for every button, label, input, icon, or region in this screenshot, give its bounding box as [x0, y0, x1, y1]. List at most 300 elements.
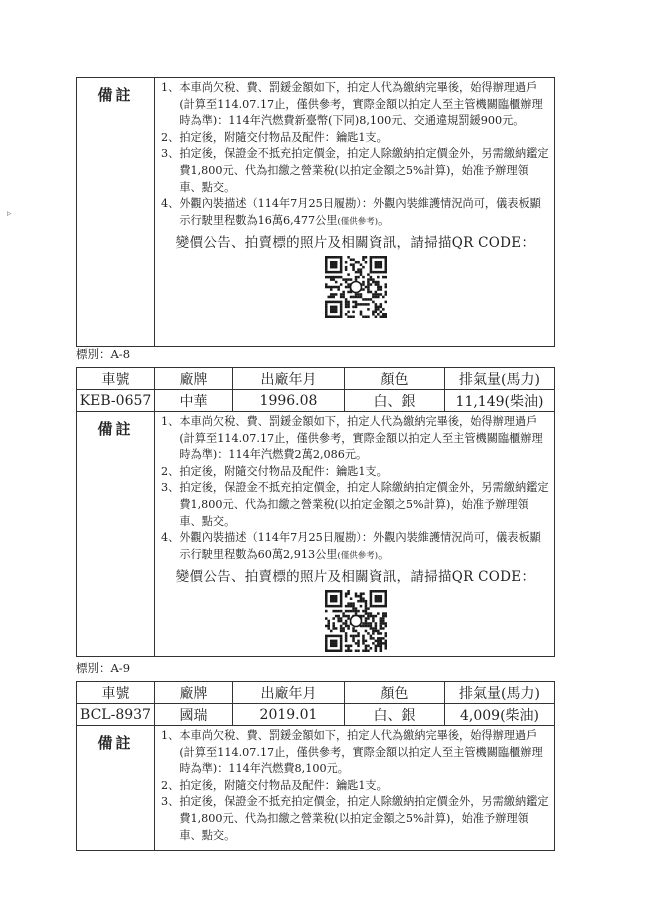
remark-notes	[155, 412, 555, 657]
qr-module	[374, 310, 377, 313]
qr-module	[325, 635, 328, 638]
qr-module	[339, 303, 342, 306]
qr-module	[384, 612, 386, 615]
qr-module	[337, 276, 340, 279]
qr-module	[367, 291, 370, 294]
qr-module	[357, 644, 360, 647]
qr-module	[379, 637, 382, 640]
qr-module	[325, 301, 328, 304]
qr-module	[369, 276, 372, 279]
qr-module	[352, 627, 355, 630]
qr-module	[364, 640, 367, 643]
qr-module	[362, 276, 365, 279]
qr-module	[362, 597, 365, 600]
qr-module	[384, 286, 386, 289]
qr-module	[339, 296, 342, 299]
qr-module	[359, 605, 362, 608]
qr-module	[379, 266, 382, 269]
qr-module	[332, 640, 335, 643]
qr-module	[379, 271, 382, 274]
qr-module	[369, 622, 372, 625]
qr-module	[369, 298, 372, 301]
qr-module	[377, 590, 380, 593]
qr-module	[372, 630, 375, 633]
qr-module	[344, 268, 347, 271]
qr-module	[332, 627, 335, 630]
qr-module	[357, 649, 360, 651]
qr-module	[352, 602, 355, 605]
qr-module	[372, 632, 375, 635]
qr-module	[382, 605, 385, 608]
qr-module	[354, 635, 357, 638]
qr-module	[357, 632, 360, 635]
qr-module	[354, 303, 357, 306]
qr-module	[362, 298, 365, 301]
qr-module	[347, 301, 350, 304]
qr-module	[372, 271, 375, 274]
qr-module	[374, 600, 377, 603]
note-item: 3、 拍定後，保證金不抵充拍定價金，拍定人除繳納拍定價金外，另需繳納鑑定費1,800元、代為扣繳之營業稅(以拍定金額之5%計算)，始准予辦理領車、點交。	[161, 795, 549, 842]
qr-module	[325, 644, 328, 647]
qr-module	[332, 617, 335, 620]
header-brand: 廠牌	[155, 368, 233, 390]
qr-module	[329, 306, 332, 309]
qr-module	[364, 602, 367, 605]
qr-module	[339, 637, 342, 640]
qr-module	[339, 258, 342, 261]
qr-module	[367, 281, 370, 284]
displacement-value: 11,149(柴油)	[445, 390, 555, 412]
qr-module	[384, 283, 386, 286]
qr-module	[325, 256, 328, 259]
qr-module	[349, 635, 352, 638]
qr-module	[334, 256, 337, 259]
qr-module	[347, 283, 350, 286]
qr-module	[369, 271, 372, 274]
qr-module	[349, 597, 352, 600]
header-color: 顏色	[345, 368, 445, 390]
qr-module	[334, 627, 337, 630]
qr-module	[367, 273, 370, 276]
qr-module	[347, 303, 350, 306]
header-year: 出廠年月	[233, 682, 345, 704]
qr-module	[337, 301, 340, 304]
qr-module	[379, 620, 382, 623]
qr-module	[369, 256, 372, 259]
qr-module	[337, 590, 340, 593]
qr-module	[332, 266, 335, 269]
qr-module	[329, 256, 332, 259]
qr-module	[334, 610, 337, 613]
qr-module	[382, 276, 385, 279]
qr-module	[372, 627, 375, 630]
qr-module	[357, 296, 360, 299]
qr-module	[382, 590, 385, 593]
qr-module	[384, 256, 386, 259]
qr-module	[379, 622, 382, 625]
qr-module	[339, 592, 342, 595]
qr-module	[332, 595, 335, 598]
qr-module	[377, 286, 380, 289]
qr-module	[359, 310, 362, 313]
qr-module	[339, 605, 342, 608]
qr-module	[354, 271, 357, 274]
qr-module	[362, 288, 365, 291]
qr-module	[339, 263, 342, 266]
qr-module	[329, 642, 332, 645]
qr-module	[344, 605, 347, 608]
qr-module	[347, 256, 350, 259]
qr-module	[369, 637, 372, 640]
qr-module	[374, 283, 377, 286]
qr-module	[354, 301, 357, 304]
qr-module	[329, 640, 332, 643]
header-year: 出廠年月	[233, 368, 345, 390]
qr-module	[329, 605, 332, 608]
qr-module	[339, 620, 342, 623]
qr-module	[332, 315, 335, 317]
qr-module	[377, 642, 380, 645]
qr-module	[325, 610, 328, 613]
qr-module	[344, 620, 347, 623]
qr-module	[329, 288, 332, 291]
qr-module	[357, 271, 360, 274]
qr-module	[374, 625, 377, 628]
qr-module	[377, 283, 380, 286]
qr-module	[359, 263, 362, 266]
qr-module	[377, 271, 380, 274]
qr-module	[374, 590, 377, 593]
qr-module	[367, 625, 370, 628]
qr-module	[379, 288, 382, 291]
qr-module	[339, 271, 342, 274]
qr-module	[339, 635, 342, 638]
qr-module	[364, 600, 367, 603]
qr-module	[384, 635, 386, 638]
qr-module	[382, 296, 385, 299]
brand-value: 中華	[155, 390, 233, 412]
qr-module	[325, 306, 328, 309]
qr-module	[384, 276, 386, 279]
qr-module	[339, 268, 342, 271]
qr-module	[367, 632, 370, 635]
qr-module	[334, 595, 337, 598]
qr-module	[349, 258, 352, 261]
qr-module	[325, 590, 328, 593]
qr-module	[334, 635, 337, 638]
qr-module	[334, 308, 337, 311]
qr-module	[377, 612, 380, 615]
qr-module	[334, 301, 337, 304]
qr-module	[384, 592, 386, 595]
qr-module	[359, 268, 362, 271]
qr-center-emblem	[350, 615, 361, 626]
qr-module	[357, 268, 360, 271]
qr-module	[344, 266, 347, 269]
qr-module	[329, 308, 332, 311]
qr-module	[349, 644, 352, 647]
remark-label: 備註	[77, 412, 155, 657]
qr-module	[344, 313, 347, 316]
qr-module	[382, 612, 385, 615]
qr-module	[329, 635, 332, 638]
qr-module	[339, 306, 342, 309]
qr-module	[377, 306, 380, 309]
qr-module	[347, 615, 350, 618]
qr-module	[384, 315, 386, 317]
qr-module	[379, 306, 382, 309]
qr-module	[374, 649, 377, 651]
qr-module	[374, 256, 377, 259]
qr-module	[325, 592, 328, 595]
qr-module	[374, 266, 377, 269]
qr-module	[384, 622, 386, 625]
color-value: 白、銀	[345, 704, 445, 726]
qr-module	[369, 283, 372, 286]
qr-module	[329, 630, 332, 633]
note-item: 4、 外觀內裝描述（114年7月25日履勘）：外觀內裝維護情況尚可，儀表板顯示行駛里程數為60萬2,913公里(僅供參考)。	[161, 531, 541, 561]
qr-module	[325, 640, 328, 643]
qr-module	[359, 303, 362, 306]
qr-module	[359, 271, 362, 274]
qr-module	[344, 610, 347, 613]
qr-module	[354, 630, 357, 633]
qr-module	[372, 590, 375, 593]
qr-module	[325, 308, 328, 311]
qr-module	[377, 263, 380, 266]
qr-module	[339, 590, 342, 593]
qr-module	[384, 293, 386, 296]
qr-module	[382, 313, 385, 316]
qr-module	[327, 286, 330, 289]
qr-module	[384, 291, 386, 294]
qr-module	[347, 649, 350, 651]
qr-module	[332, 286, 335, 289]
scan-margin-mark: ▹	[7, 209, 12, 219]
qr-module	[339, 640, 342, 643]
qr-module	[372, 281, 375, 284]
qr-module	[334, 310, 337, 313]
qr-module	[382, 315, 385, 317]
qr-module	[369, 602, 372, 605]
qr-module	[344, 637, 347, 640]
remark-notes	[155, 78, 555, 347]
qr-module	[334, 615, 337, 618]
qr-module	[342, 291, 345, 294]
qr-module	[384, 261, 386, 264]
qr-module	[359, 597, 362, 600]
qr-module	[372, 296, 375, 299]
qr-module	[332, 301, 335, 304]
displacement-value: 4,009(柴油)	[445, 704, 555, 726]
qr-module	[349, 278, 352, 281]
qr-instruction: 變價公告、拍賣標的照片及相關資訊，請掃描QR CODE：	[175, 235, 536, 252]
qr-module	[325, 268, 328, 271]
qr-module	[332, 649, 335, 651]
qr-module	[337, 620, 340, 623]
qr-code-icon[interactable]	[325, 590, 387, 652]
qr-module	[325, 276, 328, 279]
qr-module	[339, 315, 342, 317]
qr-module	[359, 273, 362, 276]
qr-module	[377, 256, 380, 259]
qr-instruction: 變價公告、拍賣標的照片及相關資訊，請掃描QR CODE：	[175, 569, 536, 586]
qr-module	[329, 595, 332, 598]
qr-module	[334, 306, 337, 309]
qr-module	[362, 649, 365, 651]
qr-module	[332, 256, 335, 259]
qr-module	[329, 261, 332, 264]
qr-module	[354, 607, 357, 610]
qr-module	[367, 308, 370, 311]
qr-module	[337, 617, 340, 620]
qr-module	[359, 600, 362, 603]
qr-module	[384, 644, 386, 647]
qr-module	[339, 642, 342, 645]
qr-module	[362, 622, 365, 625]
qr-module	[367, 615, 370, 618]
qr-module	[364, 620, 367, 623]
qr-module	[347, 291, 350, 294]
qr-module	[354, 276, 357, 279]
qr-module	[374, 597, 377, 600]
qr-module	[332, 306, 335, 309]
qr-module	[382, 642, 385, 645]
qr-module	[382, 308, 385, 311]
qr-module	[364, 286, 367, 289]
qr-module	[327, 605, 330, 608]
qr-module	[332, 263, 335, 266]
qr-module	[342, 293, 345, 296]
qr-module	[342, 278, 345, 281]
qr-module	[377, 266, 380, 269]
qr-module	[374, 644, 377, 647]
qr-module	[332, 293, 335, 296]
qr-module	[379, 293, 382, 296]
qr-module	[349, 649, 352, 651]
qr-module	[347, 286, 350, 289]
qr-module	[334, 293, 337, 296]
qr-module	[325, 258, 328, 261]
qr-module	[362, 281, 365, 284]
qr-module	[325, 263, 328, 266]
qr-module	[347, 592, 350, 595]
qr-module	[377, 281, 380, 284]
qr-module	[357, 642, 360, 645]
lot-label: 標別：A-8	[76, 347, 131, 361]
qr-module	[374, 622, 377, 625]
qr-module	[339, 610, 342, 613]
qr-module	[377, 597, 380, 600]
qr-module	[372, 642, 375, 645]
qr-module	[362, 600, 365, 603]
note-item: 2、 拍定後，附隨交付物品及配件：鑰匙1支。	[161, 130, 388, 144]
qr-module	[334, 271, 337, 274]
qr-module	[325, 595, 328, 598]
qr-module	[369, 605, 372, 608]
qr-module	[384, 632, 386, 635]
qr-module	[354, 293, 357, 296]
header-plate: 車號	[77, 368, 155, 390]
qr-module	[337, 605, 340, 608]
qr-module	[329, 597, 332, 600]
qr-module	[364, 610, 367, 613]
qr-module	[367, 286, 370, 289]
qr-module	[325, 597, 328, 600]
qr-module	[382, 271, 385, 274]
qr-module	[367, 649, 370, 651]
qr-module	[354, 649, 357, 651]
lot-label: 標別：A-9	[76, 661, 131, 675]
qr-module	[367, 612, 370, 615]
qr-module	[332, 278, 335, 281]
qr-module	[339, 630, 342, 633]
qr-module	[369, 635, 372, 638]
qr-module	[362, 258, 365, 261]
qr-module	[379, 627, 382, 630]
qr-module	[349, 605, 352, 608]
qr-module	[367, 607, 370, 610]
qr-module	[339, 301, 342, 304]
qr-module	[329, 644, 332, 647]
qr-module	[372, 313, 375, 316]
qr-module	[344, 261, 347, 264]
qr-module	[334, 266, 337, 269]
qr-module	[352, 640, 355, 643]
qr-module	[364, 605, 367, 608]
qr-module	[334, 263, 337, 266]
qr-module	[374, 615, 377, 618]
header-displacement: 排氣量(馬力)	[445, 682, 555, 704]
brand-value: 國瑞	[155, 704, 233, 726]
qr-module	[374, 263, 377, 266]
qr-module	[332, 605, 335, 608]
qr-module	[332, 600, 335, 603]
qr-module	[377, 637, 380, 640]
qr-module	[344, 632, 347, 635]
qr-module	[377, 640, 380, 643]
qr-module	[359, 293, 362, 296]
qr-module	[382, 627, 385, 630]
qr-module	[342, 612, 345, 615]
note-item: 3、 拍定後，保證金不抵充拍定價金，拍定人除繳納拍定價金外，另需繳納鑑定費1,800元、代為扣繳之營業稅(以拍定金額之5%計算)，始准予辦理領車、點交。	[161, 147, 549, 194]
plate-value: KEB-0657	[77, 390, 155, 412]
qr-module	[344, 622, 347, 625]
qr-module	[367, 283, 370, 286]
note-item: 2、 拍定後，附隨交付物品及配件：鑰匙1支。	[161, 464, 388, 478]
qr-module	[377, 632, 380, 635]
qr-module	[347, 644, 350, 647]
qr-module	[369, 261, 372, 264]
qr-code-icon[interactable]	[325, 256, 387, 318]
qr-module	[325, 313, 328, 316]
qr-module	[377, 605, 380, 608]
qr-module	[352, 630, 355, 633]
qr-module	[349, 315, 352, 317]
remark-label: 備註	[77, 78, 155, 347]
qr-module	[344, 649, 347, 651]
qr-module	[325, 283, 328, 286]
qr-module	[382, 637, 385, 640]
qr-module	[362, 283, 365, 286]
qr-module	[357, 635, 360, 638]
qr-module	[329, 293, 332, 296]
qr-module	[364, 649, 367, 651]
qr-module	[379, 625, 382, 628]
qr-module	[382, 620, 385, 623]
qr-module	[384, 615, 386, 618]
qr-module	[359, 296, 362, 299]
